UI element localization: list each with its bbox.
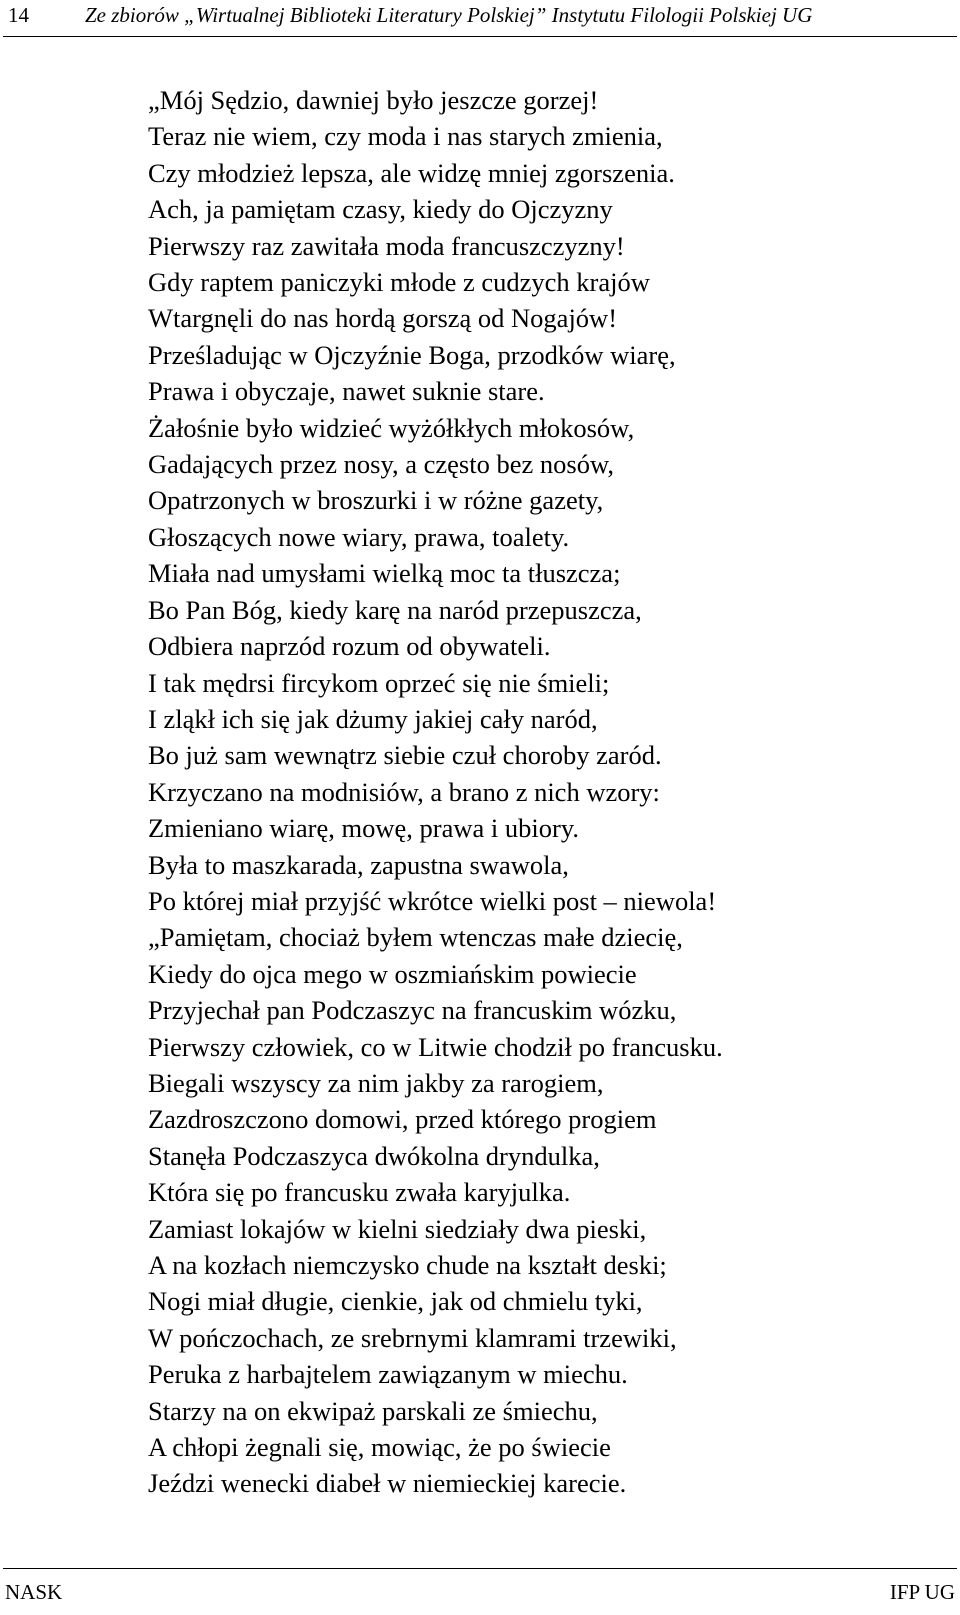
poem-line: Zmieniano wiarę, mowę, prawa i ubiory. <box>148 813 579 844</box>
page-footer <box>3 1568 957 1609</box>
poem-line: Jeździ wenecki diabeł w niemieckiej karecie. <box>148 1468 627 1499</box>
poem-line: Zazdroszczono domowi, przed którego progiem <box>148 1104 657 1135</box>
poem-line: Nogi miał długie, cienkie, jak od chmielu tyki, <box>148 1286 643 1317</box>
poem-line: Starzy na on ekwipaż parskali ze śmiechu, <box>148 1395 598 1426</box>
running-header-title: Ze zbiorów „Wirtualnej Biblioteki Literatury Polskiej” Instytutu Filologii Polskiej UG <box>85 3 813 27</box>
poem-line: Bo Pan Bóg, kiedy karę na naród przepuszcza, <box>148 594 642 625</box>
poem-line: Krzyczano na modnisiów, a brano z nich wzory: <box>148 776 660 807</box>
poem-line: Miała nad umysłami wielką moc ta tłuszcza; <box>148 558 621 589</box>
poem-line: Prawa i obyczaje, nawet suknie stare. <box>148 376 545 407</box>
poem-line: A chłopi żegnali się, mowiąc, że po świecie <box>148 1432 611 1463</box>
poem-line: Pierwszy raz zawitała moda francuszczyzny! <box>148 230 625 261</box>
poem-line: Która się po francusku zwała karyjulka. <box>148 1177 571 1208</box>
poem-line: I zląkł ich się jak dżumy jakiej cały naród, <box>148 703 598 734</box>
poem-line: I tak mędrsi fircykom oprzeć się nie śmieli; <box>148 667 610 698</box>
poem-line: Po której miał przyjść wkrótce wielki post – niewola! <box>148 885 717 916</box>
poem-line: Ach, ja pamiętam czasy, kiedy do Ojczyzny <box>148 194 613 225</box>
poem-line: Pierwszy człowiek, co w Litwie chodził po francusku. <box>148 1031 723 1062</box>
page-number: 14 <box>8 3 29 27</box>
poem-line: Stanęła Podczaszyca dwókolna dryndulka, <box>148 1140 600 1171</box>
poem-line: A na kozłach niemczysko chude na kształt deski; <box>148 1250 667 1280</box>
poem-line: Czy młodzież lepsza, ale widzę mniej zgorszenia. <box>148 157 675 188</box>
poem-line: Wtargnęli do nas hordą gorszą od Nogajów! <box>148 303 618 334</box>
poem-text <box>148 82 723 1502</box>
page-header <box>3 0 957 37</box>
poem-line: Zamiast lokajów w kielni siedziały dwa pieski, <box>148 1213 647 1244</box>
footer-publisher-left: NASK <box>5 1580 63 1604</box>
footer-publisher-right: IFP UG <box>889 1580 955 1604</box>
poem-line: Teraz nie wiem, czy moda i nas starych zmienia, <box>148 121 663 152</box>
poem-line: Głoszących nowe wiary, prawa, toalety. <box>148 521 570 552</box>
poem-line: Żałośnie było widzieć wyżółkłych młokosów, <box>148 412 635 443</box>
poem-line: Prześladując w Ojczyźnie Boga, przodków wiarę, <box>148 339 676 370</box>
poem-line: Gdy raptem paniczyki młode z cudzych krajów <box>148 267 650 298</box>
poem-line: Przyjechał pan Podczaszyc na francuskim wózku, <box>148 995 677 1026</box>
poem-line: Odbiera naprzód rozum od obywateli. <box>148 631 551 662</box>
poem-line: Gadających przez nosy, a często bez nosów, <box>148 449 614 480</box>
poem-line: „Pamiętam, chociaż byłem wtenczas małe dziecię, <box>148 922 683 953</box>
poem-line: „Mój Sędzio, dawniej było jeszcze gorzej! <box>148 85 599 115</box>
poem-line: Peruka z harbajtelem zawiązanym w miechu. <box>148 1359 628 1390</box>
poem-line: W pończochach, ze srebrnymi klamrami trzewiki, <box>148 1322 677 1353</box>
poem-line: Biegali wszyscy za nim jakby za rarogiem, <box>148 1067 604 1098</box>
poem-line: Kiedy do ojca mego w oszmiańskim powiecie <box>148 958 637 989</box>
poem-line: Opatrzonych w broszurki i w różne gazety, <box>148 485 604 516</box>
poem-line: Była to maszkarada, zapustna swawola, <box>148 849 569 880</box>
poem-line: Bo już sam wewnątrz siebie czuł choroby zaród. <box>148 740 662 771</box>
